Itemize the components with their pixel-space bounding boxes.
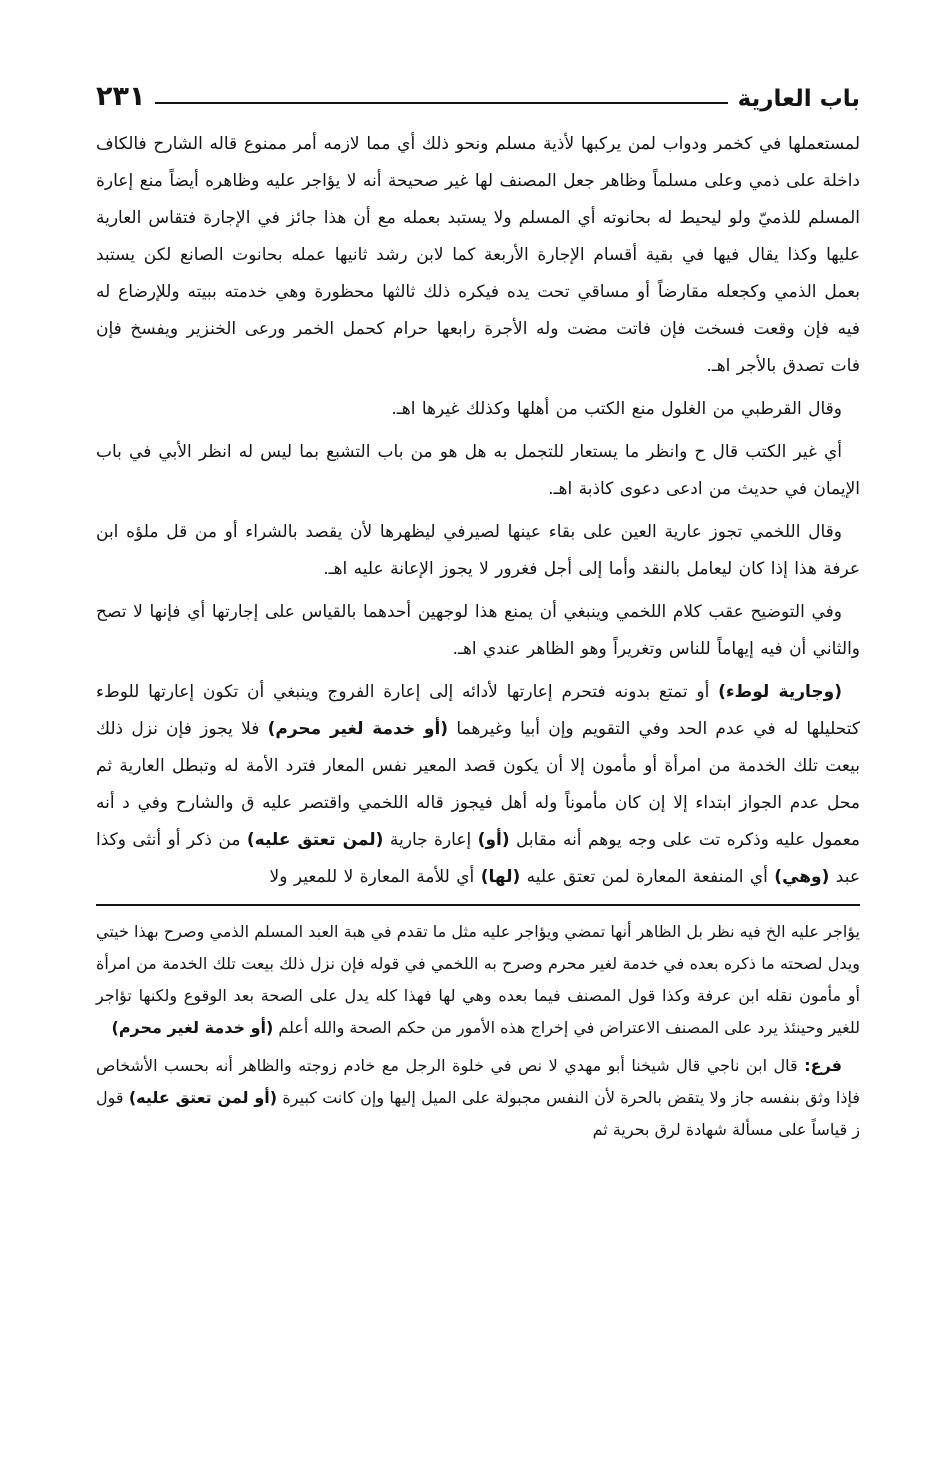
chapter-title: باب العارية bbox=[737, 86, 860, 112]
commentary-text: فلا يجوز فإن نزل ذلك بيعت تلك الخدمة من امرأة أو مأمون إلا أن يكون قصد المعير نفس المعار فترد الأمة له وتبطل العارية ثم محل عدم الجواز ابتداء إلا إن كان مأموناً وله أهل فيجوز قاله اللخمي واقتصر عليه ق والشارح وفي د أنه معمول عليه وذكره تت على وجه يوهم أنه مقابل bbox=[96, 719, 860, 850]
main-text bbox=[96, 126, 860, 896]
commentary-text: أي للأمة المعارة لا للمعير ولا bbox=[269, 867, 481, 887]
matn-quote: (لها) bbox=[480, 867, 521, 887]
matn-quote: (أو) bbox=[477, 830, 510, 850]
matn-quote: (أو لمن تعتق عليه) bbox=[128, 1088, 278, 1107]
matn-quote: (أو خدمة لغير محرم) bbox=[111, 1018, 274, 1037]
footnote-text: قال ابن ناجي قال شيخنا أبو مهدي لا نص في خلوة الرجل مع خادم زوجته والظاهر أنه بحسب الأشخاص فإذا وثق بنفسه جاز ولا يتقض بالحرة لأن النفس مجبولة على الميل إليها وإن كانت كبيرة bbox=[96, 1056, 860, 1107]
page-header bbox=[96, 72, 860, 112]
paragraph-4: وقال اللخمي تجوز عارية العين على بقاء عينها لصيرفي ليظهرها لأن يقصد بالشراء أو من قل ملؤه ابن عرفة هذا إذا كان ليعامل بالنقد وأما إلى أجل فغرور لا يجوز الإعانة عليه اهـ. bbox=[96, 522, 860, 579]
page-number: ٢٣١ bbox=[96, 81, 146, 112]
footnote-1 bbox=[96, 916, 860, 1044]
paragraph-5: وفي التوضيح عقب كلام اللخمي وينبغي أن يمنع هذا لوجهين أحدهما بالقياس على إجارتها أي فإنها لا تصح والثاني أن فيه إيهاماً للناس وتغريراً وهو الظاهر عندي اهـ. bbox=[96, 602, 860, 659]
footnote-text: يؤاجر عليه الخ فيه نظر بل الظاهر أنها تمضي ويؤاجر عليه مثل ما تقدم في هبة العبد المسلم الذمي وصرح بهذا خيتي ويدل لصحته ما ذكره بعده في خدمة لغير محرم وصرح به اللخمي في قوله فإن نزل ذلك بيعت تلك الخدمة من امرأة أو مأمون نقله ابن عرفة وكذا قول المصنف فيما بعده وهي لها فهذا كله يدل على الصحة بعد الوقوع ولكنها تؤاجر للغير وحينئذ يرد على المصنف الاعتراض في إخراج هذه الأمور من حكم الصحة والله أعلم bbox=[96, 922, 860, 1037]
commentary-text: أي المنفعة المعارة لمن تعتق عليه bbox=[520, 867, 775, 887]
paragraph-6 bbox=[96, 674, 860, 896]
paragraph-2: وقال القرطبي من الغلول منع الكتب من أهلها وكذلك غيرها اهـ. bbox=[391, 399, 842, 419]
footnote-2 bbox=[96, 1050, 860, 1146]
paragraph-3: أي غير الكتب قال ح وانظر ما يستعار للتجمل به هل هو من باب التشبع بما ليس له انظر الأبي في باب الإيمان في حديث من ادعى دعوى كاذبة اهـ. bbox=[96, 442, 860, 499]
footnote-divider bbox=[96, 904, 860, 906]
footnote-text: قول ز قياساً على مسألة شهادة لرق بحرية ثم bbox=[96, 1088, 860, 1139]
matn-quote: (أو خدمة لغير محرم) bbox=[267, 719, 449, 739]
footnotes bbox=[96, 916, 860, 1146]
footnote-label: فرع: bbox=[804, 1056, 842, 1075]
commentary-text: من ذكر أو أنثى وكذا عبد bbox=[96, 830, 860, 887]
paragraph-1: لمستعملها في كخمر ودواب لمن يركبها لأذية مسلم ونحو ذلك أي مما لازمه أمر ممنوع قاله الشارح فالكاف داخلة على ذمي وعلى مسلماً وظاهر جعل المصنف لها غير صحيحة أنه لا يؤاجر عليه وظاهره أيضاً منع إعارة المسلم للذميّ ولو ليحيط له بحانوته أي المسلم ولا يستبد بعمله مع أن هذا جائز في الإجارة فتقاس العارية عليها وكذا يقال فيها في بقية أقسام الإجارة الأربعة كما لابن رشد ثانيها عمله بحانوت الصانع لكن يستبد بعمل الذمي وكجعله مقارضاً أو مساقي تحت يده فيكره ذلك ثالثها محظورة وهي خدمته ببيته وللإرضاع له فيه فإن وقعت فسخت فإن فاتت مضت وله الأجرة رابعها حرام كحمل الخمر ورعى الخنزير ويفسخ فإن فات تصدق بالأجر اهـ. bbox=[96, 134, 860, 376]
matn-quote: (وهي) bbox=[774, 867, 830, 887]
matn-quote: (لمن تعتق عليه) bbox=[246, 830, 384, 850]
commentary-text: أو تمتع بدونه فتحرم إعارتها لأدائه إلى إعارة الفروج وينبغي أن تكون إعارتها للوطء كتحليلها له في عدم الحد وفي التقويم وإن أبيا وغيرهما bbox=[96, 682, 860, 739]
header-rule bbox=[155, 102, 727, 104]
commentary-text: إعارة جارية bbox=[383, 830, 478, 850]
matn-quote: (وجارية لوطء) bbox=[718, 682, 843, 702]
